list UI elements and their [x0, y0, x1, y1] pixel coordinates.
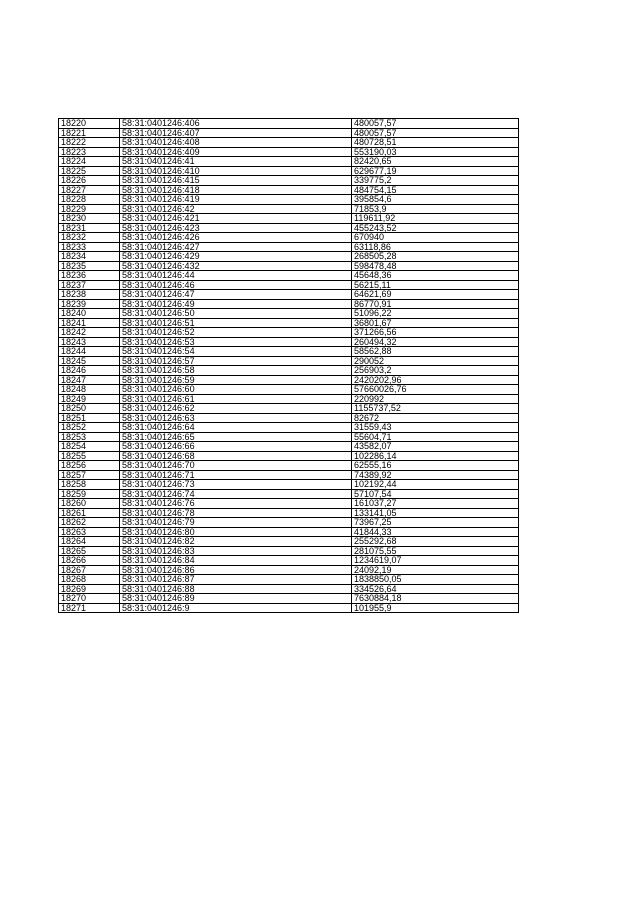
cadastral-number-cell: 58:31:0401246:423	[120, 223, 352, 233]
row-number-cell: 18247	[59, 375, 120, 385]
row-number-cell: 18238	[59, 290, 120, 300]
table-row	[59, 214, 519, 224]
row-number-cell: 18231	[59, 223, 120, 233]
table-row	[59, 499, 519, 509]
cadastral-number-cell: 58:31:0401246:9	[120, 603, 352, 613]
value-cell: 71853,9	[352, 204, 519, 214]
table-row	[59, 603, 519, 613]
table-row	[59, 594, 519, 604]
cadastral-number-cell: 58:31:0401246:71	[120, 470, 352, 480]
row-number-cell: 18222	[59, 138, 120, 148]
row-number-cell: 18257	[59, 470, 120, 480]
cadastral-number-cell: 58:31:0401246:409	[120, 147, 352, 157]
row-number-cell: 18234	[59, 252, 120, 262]
row-number-cell: 18249	[59, 394, 120, 404]
row-number-cell: 18245	[59, 356, 120, 366]
value-cell: 73967,25	[352, 518, 519, 528]
cadastral-number-cell: 58:31:0401246:429	[120, 252, 352, 262]
table-row	[59, 261, 519, 271]
row-number-cell: 18263	[59, 527, 120, 537]
row-number-cell: 18226	[59, 176, 120, 186]
row-number-cell: 18225	[59, 166, 120, 176]
cadastral-number-cell: 58:31:0401246:78	[120, 508, 352, 518]
cadastral-number-cell: 58:31:0401246:64	[120, 423, 352, 433]
cadastral-number-cell: 58:31:0401246:62	[120, 404, 352, 414]
value-cell: 86770,91	[352, 299, 519, 309]
row-number-cell: 18266	[59, 556, 120, 566]
table-row	[59, 575, 519, 585]
value-cell: 220992	[352, 394, 519, 404]
table-row	[59, 480, 519, 490]
row-number-cell: 18240	[59, 309, 120, 319]
value-cell: 2420202,96	[352, 375, 519, 385]
row-number-cell: 18271	[59, 603, 120, 613]
row-number-cell: 18252	[59, 423, 120, 433]
cadastral-number-cell: 58:31:0401246:61	[120, 394, 352, 404]
table-row	[59, 328, 519, 338]
cadastral-number-cell: 58:31:0401246:80	[120, 527, 352, 537]
cadastral-number-cell: 58:31:0401246:83	[120, 546, 352, 556]
cadastral-number-cell: 58:31:0401246:47	[120, 290, 352, 300]
row-number-cell: 18255	[59, 451, 120, 461]
row-number-cell: 18261	[59, 508, 120, 518]
cadastral-number-cell: 58:31:0401246:89	[120, 594, 352, 604]
table-row	[59, 527, 519, 537]
value-cell: 161037,27	[352, 499, 519, 509]
table-row	[59, 404, 519, 414]
table-row	[59, 442, 519, 452]
table-row	[59, 166, 519, 176]
cadastral-number-cell: 58:31:0401246:57	[120, 356, 352, 366]
cadastral-number-cell: 58:31:0401246:66	[120, 442, 352, 452]
value-cell: 102192,44	[352, 480, 519, 490]
row-number-cell: 18270	[59, 594, 120, 604]
row-number-cell: 18251	[59, 413, 120, 423]
cadastral-number-cell: 58:31:0401246:427	[120, 242, 352, 252]
cadastral-number-cell: 58:31:0401246:68	[120, 451, 352, 461]
value-cell: 63118,86	[352, 242, 519, 252]
table-row	[59, 138, 519, 148]
cadastral-number-cell: 58:31:0401246:418	[120, 185, 352, 195]
data-table	[58, 118, 519, 613]
value-cell: 1234619,07	[352, 556, 519, 566]
value-cell: 41844,33	[352, 527, 519, 537]
value-cell: 629677,19	[352, 166, 519, 176]
cadastral-number-cell: 58:31:0401246:76	[120, 499, 352, 509]
row-number-cell: 18256	[59, 461, 120, 471]
value-cell: 74389,92	[352, 470, 519, 480]
value-cell: 553190,03	[352, 147, 519, 157]
table-row	[59, 147, 519, 157]
cadastral-number-cell: 58:31:0401246:53	[120, 337, 352, 347]
cadastral-number-cell: 58:31:0401246:79	[120, 518, 352, 528]
table-row	[59, 537, 519, 547]
row-number-cell: 18264	[59, 537, 120, 547]
cadastral-number-cell: 58:31:0401246:46	[120, 280, 352, 290]
table-row	[59, 299, 519, 309]
row-number-cell: 18243	[59, 337, 120, 347]
value-cell: 1155737,52	[352, 404, 519, 414]
cadastral-number-cell: 58:31:0401246:87	[120, 575, 352, 585]
row-number-cell: 18228	[59, 195, 120, 205]
row-number-cell: 18230	[59, 214, 120, 224]
table-row	[59, 280, 519, 290]
table-row	[59, 128, 519, 138]
table-row	[59, 309, 519, 319]
row-number-cell: 18235	[59, 261, 120, 271]
value-cell: 133141,05	[352, 508, 519, 518]
value-cell: 36801,67	[352, 318, 519, 328]
cadastral-number-cell: 58:31:0401246:70	[120, 461, 352, 471]
cadastral-number-cell: 58:31:0401246:59	[120, 375, 352, 385]
row-number-cell: 18242	[59, 328, 120, 338]
row-number-cell: 18250	[59, 404, 120, 414]
table-row	[59, 195, 519, 205]
value-cell: 82672	[352, 413, 519, 423]
row-number-cell: 18267	[59, 565, 120, 575]
table-row	[59, 546, 519, 556]
table-row	[59, 185, 519, 195]
row-number-cell: 18236	[59, 271, 120, 281]
table-row	[59, 489, 519, 499]
cadastral-number-cell: 58:31:0401246:63	[120, 413, 352, 423]
table-row	[59, 518, 519, 528]
row-number-cell: 18265	[59, 546, 120, 556]
cadastral-number-cell: 58:31:0401246:42	[120, 204, 352, 214]
value-cell: 64621,69	[352, 290, 519, 300]
cadastral-number-cell: 58:31:0401246:51	[120, 318, 352, 328]
value-cell: 119611,92	[352, 214, 519, 224]
cadastral-number-cell: 58:31:0401246:406	[120, 119, 352, 129]
table-row	[59, 385, 519, 395]
row-number-cell: 18223	[59, 147, 120, 157]
cadastral-number-cell: 58:31:0401246:415	[120, 176, 352, 186]
value-cell: 455243,52	[352, 223, 519, 233]
cadastral-number-cell: 58:31:0401246:407	[120, 128, 352, 138]
cadastral-number-cell: 58:31:0401246:41	[120, 157, 352, 167]
table-row	[59, 242, 519, 252]
table-row	[59, 233, 519, 243]
value-cell: 58562,88	[352, 347, 519, 357]
row-number-cell: 18224	[59, 157, 120, 167]
row-number-cell: 18237	[59, 280, 120, 290]
value-cell: 260494,32	[352, 337, 519, 347]
row-number-cell: 18241	[59, 318, 120, 328]
value-cell: 255292,68	[352, 537, 519, 547]
row-number-cell: 18246	[59, 366, 120, 376]
value-cell: 480057,57	[352, 128, 519, 138]
value-cell: 82420,65	[352, 157, 519, 167]
row-number-cell: 18260	[59, 499, 120, 509]
value-cell: 334526,64	[352, 584, 519, 594]
table-row	[59, 366, 519, 376]
row-number-cell: 18232	[59, 233, 120, 243]
value-cell: 598478,48	[352, 261, 519, 271]
row-number-cell: 18269	[59, 584, 120, 594]
value-cell: 268505,28	[352, 252, 519, 262]
value-cell: 480057,57	[352, 119, 519, 129]
cadastral-number-cell: 58:31:0401246:419	[120, 195, 352, 205]
value-cell: 395854,6	[352, 195, 519, 205]
row-number-cell: 18258	[59, 480, 120, 490]
cadastral-number-cell: 58:31:0401246:52	[120, 328, 352, 338]
cadastral-number-cell: 58:31:0401246:50	[120, 309, 352, 319]
table-row	[59, 157, 519, 167]
table-row	[59, 119, 519, 129]
table-row	[59, 356, 519, 366]
row-number-cell: 18220	[59, 119, 120, 129]
value-cell: 102286,14	[352, 451, 519, 461]
row-number-cell: 18221	[59, 128, 120, 138]
cadastral-number-cell: 58:31:0401246:44	[120, 271, 352, 281]
row-number-cell: 18248	[59, 385, 120, 395]
table-row	[59, 176, 519, 186]
table-row	[59, 451, 519, 461]
value-cell: 7630884,18	[352, 594, 519, 604]
value-cell: 484754,15	[352, 185, 519, 195]
row-number-cell: 18259	[59, 489, 120, 499]
row-number-cell: 18229	[59, 204, 120, 214]
value-cell: 57660026,76	[352, 385, 519, 395]
table-body	[59, 119, 519, 613]
cadastral-number-cell: 58:31:0401246:410	[120, 166, 352, 176]
cadastral-number-cell: 58:31:0401246:60	[120, 385, 352, 395]
cadastral-number-cell: 58:31:0401246:408	[120, 138, 352, 148]
cadastral-number-cell: 58:31:0401246:86	[120, 565, 352, 575]
value-cell: 57107,54	[352, 489, 519, 499]
table-row	[59, 290, 519, 300]
table-row	[59, 432, 519, 442]
table-row	[59, 271, 519, 281]
cadastral-number-cell: 58:31:0401246:88	[120, 584, 352, 594]
table-row	[59, 347, 519, 357]
table-row	[59, 470, 519, 480]
cadastral-number-cell: 58:31:0401246:84	[120, 556, 352, 566]
row-number-cell: 18244	[59, 347, 120, 357]
row-number-cell: 18254	[59, 442, 120, 452]
cadastral-number-cell: 58:31:0401246:54	[120, 347, 352, 357]
cadastral-number-cell: 58:31:0401246:432	[120, 261, 352, 271]
row-number-cell: 18239	[59, 299, 120, 309]
table-row	[59, 508, 519, 518]
value-cell: 371266,56	[352, 328, 519, 338]
value-cell: 101955,9	[352, 603, 519, 613]
table-row	[59, 375, 519, 385]
table-row	[59, 584, 519, 594]
value-cell: 290052	[352, 356, 519, 366]
value-cell: 62555,16	[352, 461, 519, 471]
cadastral-number-cell: 58:31:0401246:74	[120, 489, 352, 499]
value-cell: 45648,36	[352, 271, 519, 281]
row-number-cell: 18233	[59, 242, 120, 252]
cadastral-number-cell: 58:31:0401246:421	[120, 214, 352, 224]
value-cell: 480728,51	[352, 138, 519, 148]
value-cell: 256903,2	[352, 366, 519, 376]
row-number-cell: 18262	[59, 518, 120, 528]
table-row	[59, 337, 519, 347]
table-row	[59, 394, 519, 404]
table-row	[59, 413, 519, 423]
value-cell: 55604,71	[352, 432, 519, 442]
value-cell: 56215,11	[352, 280, 519, 290]
table-row	[59, 565, 519, 575]
value-cell: 670940	[352, 233, 519, 243]
table-row	[59, 423, 519, 433]
table-row	[59, 223, 519, 233]
cadastral-number-cell: 58:31:0401246:65	[120, 432, 352, 442]
value-cell: 1838850,05	[352, 575, 519, 585]
value-cell: 339775,2	[352, 176, 519, 186]
value-cell: 31559,43	[352, 423, 519, 433]
row-number-cell: 18268	[59, 575, 120, 585]
cadastral-number-cell: 58:31:0401246:58	[120, 366, 352, 376]
table-row	[59, 556, 519, 566]
cadastral-number-cell: 58:31:0401246:49	[120, 299, 352, 309]
cadastral-number-cell: 58:31:0401246:82	[120, 537, 352, 547]
cadastral-number-cell: 58:31:0401246:426	[120, 233, 352, 243]
row-number-cell: 18253	[59, 432, 120, 442]
table-row	[59, 318, 519, 328]
row-number-cell: 18227	[59, 185, 120, 195]
table-row	[59, 252, 519, 262]
value-cell: 281075,55	[352, 546, 519, 556]
value-cell: 51096,22	[352, 309, 519, 319]
table-row	[59, 461, 519, 471]
table-row	[59, 204, 519, 214]
cadastral-number-cell: 58:31:0401246:73	[120, 480, 352, 490]
value-cell: 43582,07	[352, 442, 519, 452]
value-cell: 24092,19	[352, 565, 519, 575]
